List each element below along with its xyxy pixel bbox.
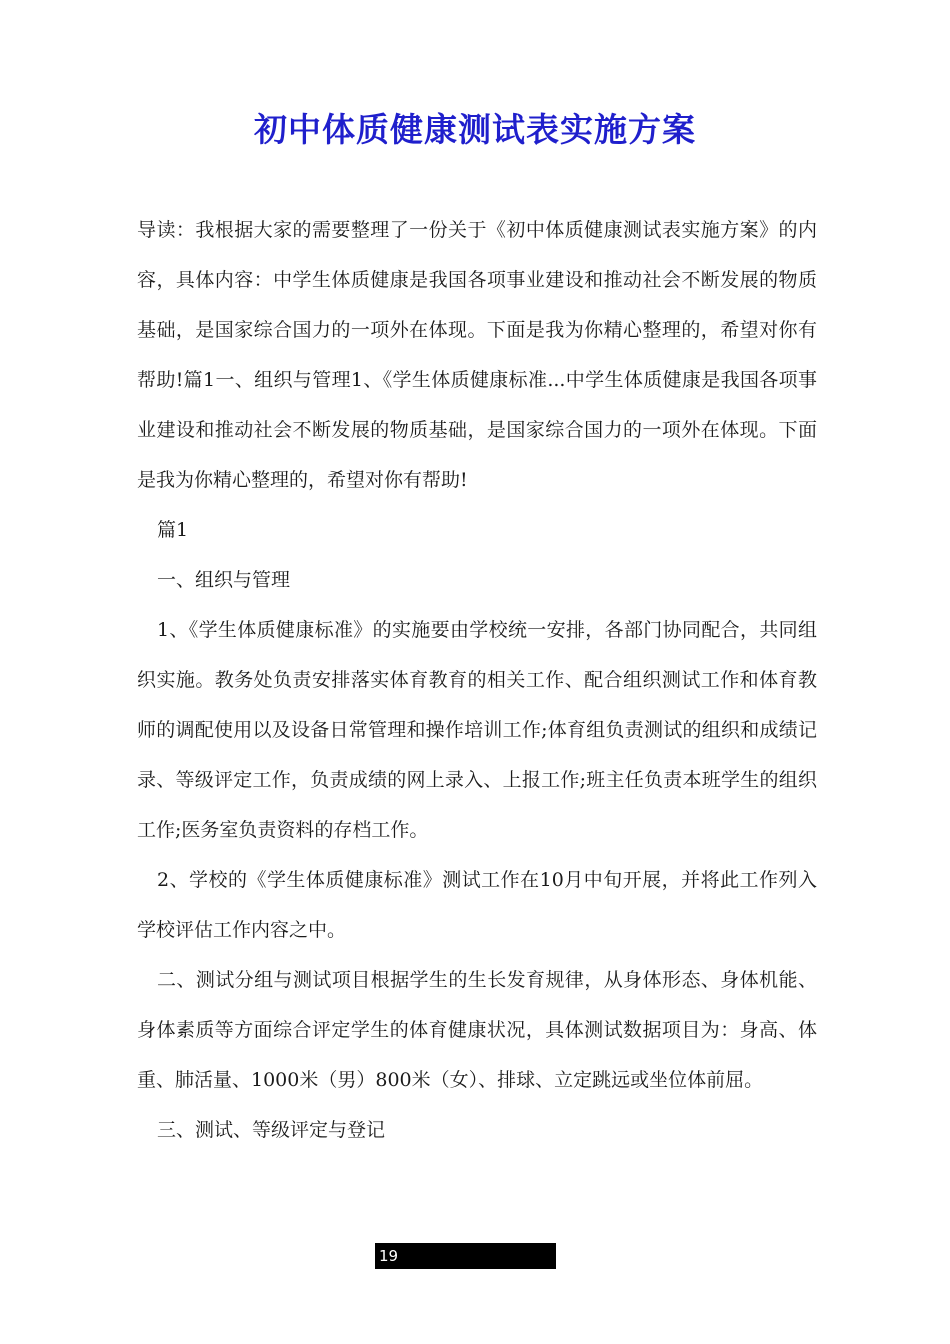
section-heading-3: 三、测试、等级评定与登记	[157, 1119, 386, 1141]
page-number: 19	[379, 1247, 399, 1265]
section-heading-1: 一、组织与管理	[157, 569, 291, 591]
page-number-bar	[375, 1243, 556, 1269]
intro-paragraph: 导读：我根据大家的需要整理了一份关于《初中体质健康测试表实施方案》的内容，具体内容：中学生体质健康是我国各项事业建设和推动社会不断发展的物质基础，是国家综合国力的一项外在体现。下面是我为你精心整理的，希望对你有帮助!篇1一、组织与管理1、《学生体质健康标准...中学生体质健康是我国各项事业建设和推动社会不断发展的物质基础，是国家综合国力的一项外在体现。下面是我为你精心整理的，希望对你有帮助!	[137, 219, 817, 491]
document-title: 初中体质健康测试表实施方案	[254, 110, 696, 149]
paragraph-1: 1、《学生体质健康标准》的实施要由学校统一安排，各部门协同配合，共同组织实施。教务处负责安排落实体育教育的相关工作、配合组织测试工作和体育教师的调配使用以及设备日常管理和操作培训工作;体育组负责测试的组织和成绩记录、等级评定工作，负责成绩的网上录入、上报工作;班主任负责本班学生的组织工作;医务室负责资料的存档工作。	[137, 619, 817, 841]
paragraph-2: 2、学校的《学生体质健康标准》测试工作在10月中旬开展，并将此工作列入学校评估工作内容之中。	[137, 869, 817, 941]
section-label: 篇1	[157, 519, 189, 541]
document-body	[137, 205, 817, 1155]
section-heading-2: 二、测试分组与测试项目根据学生的生长发育规律，从身体形态、身体机能、身体素质等方面综合评定学生的体育健康状况，具体测试数据项目为：身高、体重、肺活量、1000米（男）800米（女）、排球、立定跳远或坐位体前屈。	[137, 969, 817, 1091]
